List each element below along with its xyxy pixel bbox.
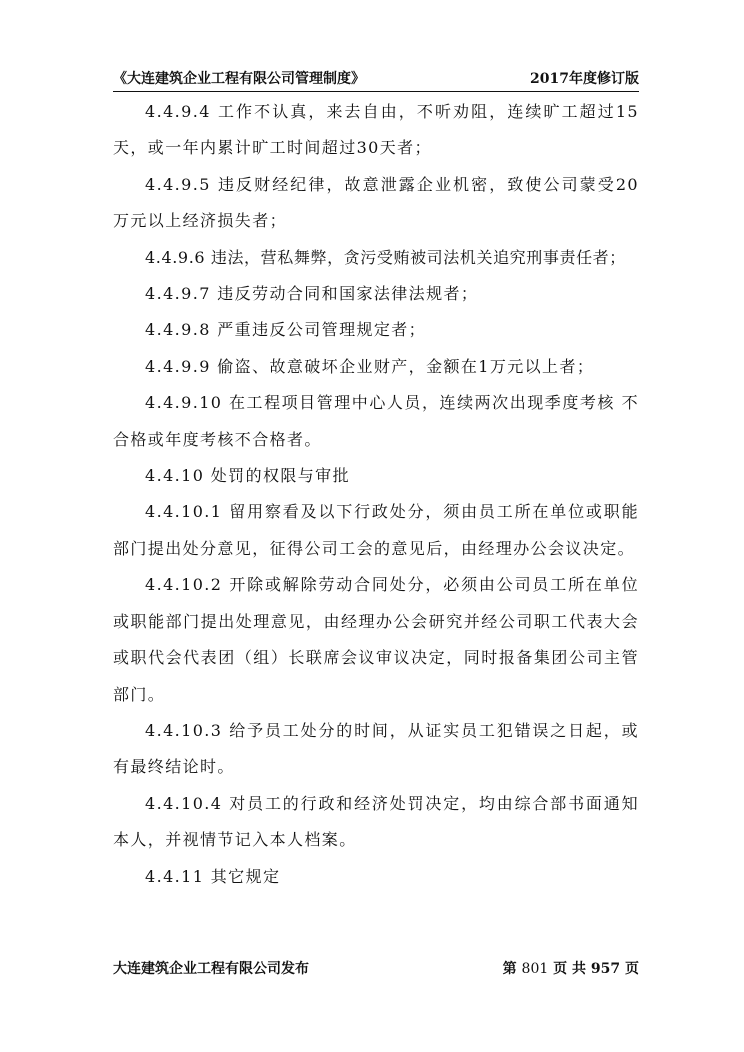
clause-4-4-9-6: 4.4.9.6 违法，营私舞弊，贪污受贿被司法机关追究刑事责任者； [145, 247, 626, 267]
page-total: 957 [590, 961, 621, 977]
document-body [113, 94, 639, 895]
page-current: 801 [521, 961, 549, 977]
clause-4-4-10-4: 4.4.10.4 对员工的行政和经济处罚决定，均由综合部书面通知本人，并视情节记入本人档案。 [113, 793, 639, 850]
page-footer [113, 958, 639, 982]
clause-4-4-9-8: 4.4.9.8 严重违反公司管理规定者； [145, 320, 427, 340]
page-mid: 页 共 [553, 961, 587, 977]
page-prefix: 第 [502, 961, 517, 977]
clause-4-4-10-3: 4.4.10.3 给予员工处分的时间，从证实员工犯错误之日起，或有最终结论时。 [113, 720, 639, 777]
section-4-4-11-heading: 4.4.11 其它规定 [145, 866, 281, 886]
footer-publisher: 大连建筑企业工程有限公司发布 [113, 961, 309, 977]
page-number [503, 958, 639, 978]
clause-4-4-9-5: 4.4.9.5 违反财经纪律，故意泄露企业机密，致使公司蒙受20万元以上经济损失者； [113, 174, 639, 231]
page-suffix: 页 [625, 961, 639, 977]
header-title: 《大连建筑企业工程有限公司管理制度》 [113, 71, 365, 87]
clause-4-4-9-10: 4.4.9.10 在工程项目管理中心人员，连续两次出现季度考核 不合格或年度考核不合格者。 [113, 393, 639, 449]
page-header [113, 66, 639, 92]
clause-4-4-9-7: 4.4.9.7 违反劳动合同和国家法律法规者； [145, 284, 479, 304]
clause-4-4-10-2: 4.4.10.2 开除或解除劳动合同处分，必须由公司员工所在单位或职能部门提出处理意见，由经理办公会研究并经公司职工代表大会或职代会代表团（组）长联席会议审议决定，同时报备集团公司主管部门。 [113, 575, 639, 704]
clause-4-4-10-1: 4.4.10.1 留用察看及以下行政处分，须由员工所在单位或职能部门提出处分意见，征得公司工会的意见后，由经理办公会议决定。 [113, 502, 639, 558]
section-4-4-10-heading: 4.4.10 处罚的权限与审批 [145, 466, 350, 486]
clause-4-4-9-9: 4.4.9.9 偷盗、故意破坏企业财产，金额在1万元以上者； [145, 356, 595, 376]
header-version: 2017年度修订版 [530, 71, 639, 87]
clause-4-4-9-4: 4.4.9.4 工作不认真，来去自由，不听劝阻，连续旷工超过15天，或一年内累计旷工时间超过30天者； [113, 102, 639, 158]
